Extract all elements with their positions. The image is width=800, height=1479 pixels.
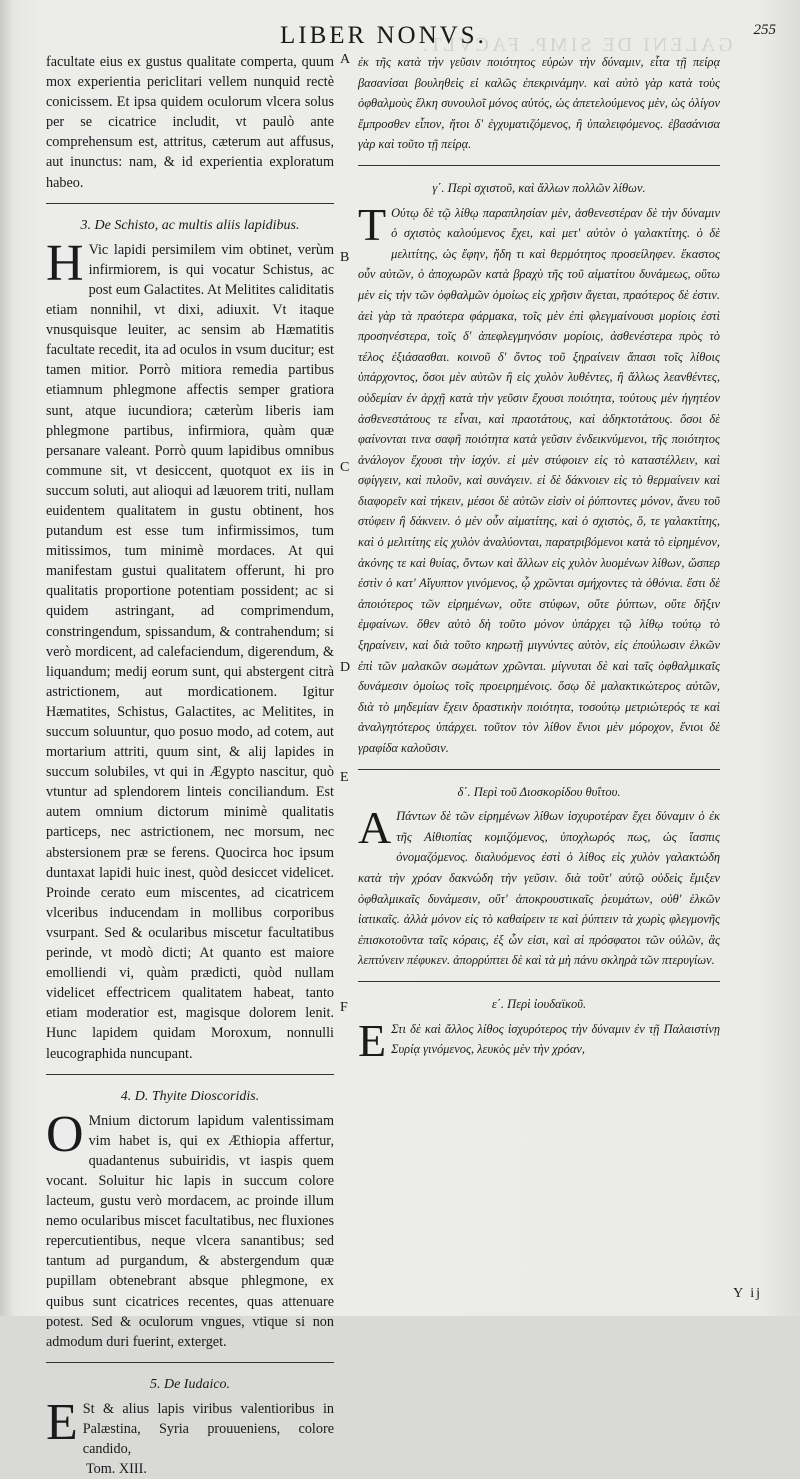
latin-section-4-heading: 4. D. Thyite Dioscoridis. — [120, 1088, 260, 1104]
tome-catchword: Tom. XIII. — [86, 1461, 147, 1478]
greek-intro: ἐκ τῆς κατὰ τὴν γεῦσιν ποιότητος εὑρὼν τὴν δύναμιν, εἶτα τῇ πείρᾳ βασανίσαι βουληθεὶς εἰ καλῶς ἐπεκρινάμην. καὶ αὐτὸ γὰρ κατὰ τοὺς ὀφθαλμοὺς ἕλκη συνουλοῖ μόνος αὐτός, ὡς ἀπετελούμενος μὲν, ὡς ὀλίγον ἔμπροσθεν εἶπον, ἤτοι δ' ἐγχυματιζόμενος, ἢ ὑπαλειφόμενος. ἐβασάνισα γὰρ καὶ τοῦτο τῇ πείρᾳ. — [358, 55, 720, 152]
greek-section-4-text — [358, 802, 720, 971]
latin-section-5-body: St & alius lapis viribus valentioribus in Palæstina, Syria prouueniens, colore candido, — [82, 1400, 334, 1458]
greek-section-5-body: Στι δὲ καὶ ἄλλος λίθος ἰσχυρότερος τὴν δύναμιν ἐν τῇ Παλαιστίνῃ Συρίᾳ γινόμενος, λευκὸς μὲν τὴν χρόαν, — [391, 1021, 720, 1057]
latin-section-4-text — [46, 1105, 334, 1352]
section-rule — [358, 769, 720, 770]
section-rule — [46, 1074, 334, 1075]
latin-section-4-body: Mnium dictorum lapidum valentissimam vim habet is, qui ex Æthiopia affertur, quadantenus subuiridis, vt iaspis quem vocant. Soluitur hic lapis in succum colore lacteum, gustu verò mordacem, ac proinde illum nemo ocularibus miscet facultatibus, nec fluxiones repercutientibus, neque vlcera sanantibus; sed tantum ad purgandum, & abstergendum quæ pupillam obtenebrant absque phlegmone, ex quibus sunt cicatrices recentes, quas attenuare potest. Sed & oculorum vngues, vtique si non admodum duri fuerint, exterget. — [46, 1112, 334, 1350]
greek-section-3-heading: γ΄. Περὶ σχιστοῦ, καὶ ἄλλων πολλῶν λίθων. — [432, 180, 646, 195]
margin-letter-c: C — [340, 460, 350, 475]
section-rule — [46, 203, 334, 204]
page-number: 255 — [753, 22, 776, 38]
latin-section-3-heading: 3. De Schisto, ac multis aliis lapidibus. — [80, 217, 300, 233]
signature-mark: Y ij — [733, 1286, 762, 1301]
margin-letter-a: A — [340, 52, 351, 67]
latin-section-4-initial: O — [46, 1105, 84, 1163]
margin-letter-f: F — [340, 1000, 348, 1015]
section-rule — [358, 981, 720, 982]
section-rule — [358, 165, 720, 166]
bleed-through-text: GALENI DE SIMP. FACVLT. — [420, 34, 733, 56]
greek-section-5-heading: ε΄. Περὶ ἰουδαϊκοῦ. — [491, 996, 587, 1011]
margin-letter-d: D — [340, 660, 351, 675]
margin-letter-b: B — [340, 250, 350, 265]
greek-section-4-initial: Α — [358, 802, 392, 854]
greek-section-3-body: Ούτῳ δὲ τῷ λίθῳ παραπλησίαν μὲν, ἀσθενεστέραν δὲ τὴν δύναμιν ὁ σχιστὸς καλούμενος ἔχει, καὶ μετ' αὐτὸν ὁ γαλακτίτης. ὁ δὲ μελιτίτης, ὡς ἔφην, ἤδη τι καὶ θερμότητος προσείληφεν. ἕκαστος οὖν αὐτῶν, ὁ ἀποχωρῶν κατὰ βραχὺ τῆς τοῦ αἱματίτου δυνάμεως, οὕτω μὲν εἰς τὴν τῶν ὀφθαλμῶν ὁμοίως εἰς χρῆσιν ἄγεται, πραότερος δὲ ἐστιν. ἀεὶ γὰρ τὰ πραότερα φάρμακα, τοῖς μὲν ἐπὶ φλεγμαίνουσι μορίοις ἐστὶ προσηνέστερα, τοῖς δ' ἀπεφλεγμηνόσιν μορίοις, ἀσθενέστερα πρὸς τὸ τέλος ἐξιάσασθαι. κοινοῦ δ' ὄντος τοῦ ξηραίνειν ἅπασι τοῖς λίθοις ὑπάρχοντος, ὅσοι μὲν αὐτῶν ἢ εἰς χυλὸν λυθέντες, ἢ ἄλλως λεανθέντες, οὐδεμίαν ἐν ἀρχῇ κατὰ τὴν γεῦσιν ἔχουσι ποιότητα, τούτους μὲν ἡγητέον ἀσθενεστάτους τε εἶναι, καὶ πραοτάτους, καὶ ἀδηκτοτάτους. ὅσοι δὲ φαίνονται τινα σαφῆ ποιότητα κατὰ γεῦσιν ἐνδεικνύμενοι, τῆς ποιότητος ἀνάλογον ἔχουσι τὴν ἰσχύν. εἰ μὲν στύφοιεν εἰς τὸ καταστέλλειν, καὶ σφίγγειν, καὶ πιλοῦν, καὶ συνάγειν. εἰ δὲ δάκνοιεν εἰς τὸ θερμαίνειν καὶ διαφορεῖν καὶ τήκειν, μέσοι δὲ αὐτῶν εἰσὶν οἱ ῥύπτοντες μόνον, ἄνευ τοῦ στύφειν ἢ δάκνειν. ὁ μὲν οὖν αἱματίτης, καὶ ὁ σχιστὸς, ὅ, τε γαλακτίτης, καὶ ὁ μελιτίτης εἰς χυλὸν ἀναλύονται, παρατριβόμενοι κατὰ τὸ εἰρημένον, ἀκόνης τε καὶ θυίας, ὄντων καὶ ἄλλων εἰς χυλὸν λυομένων λίθων, ὥσπερ ἐστὶν ὁ κατ' Αἴγυπτον γινόμενος, ᾧ χρῶνται σμήχοντες τὰ ὀθόνια. ἔστι δὲ ἀποιότερος τῶν εἰρημένων, οὔτε στύφων, οὔτε ῥύπτων, οὔτε δῆξιν ἐμφαίνων. ὅθεν αὐτὸ δὴ τοῦτο μόνον ὑπάρχει τῷ λίθῳ τούτῳ τὸ ξηραίνειν, καὶ διὰ τοῦτο κηρωτῇ μιγνύντες αὐτὸν, εἰς ἐπούλωσιν ἑλκῶν ἐπὶ τῶν μαλακῶν σωμάτων χρῶνται. μίγνυται δὲ καὶ ταῖς ὀφθαλμικαῖς δυνάμεσιν ὁμοίως τοῖς προειρημένοις. ὅσῳ δὲ μαλακτικώτερος αὐτῶν, διὰ τὸ μηδεμίαν ἔχειν δραστικὴν ποιότητα, τοσούτῳ μετριώτερός τε καὶ ἀναλγητότερος ὑπάρχει. τοῦτον τὸν λίθον ἔνιοι μὲν μόροχον, ἔνιοι δὲ γραφίδα καλοῦσιν. — [358, 205, 720, 755]
margin-letter-e: E — [340, 770, 349, 785]
greek-section-3-initial: Τ — [358, 198, 387, 250]
section-rule — [46, 1362, 334, 1363]
latin-intro: facultate eius ex gustus qualitate comperta, quum mox experientia periclitari vellem nunquid rectè conicissem. Et ipsa quidem oculorum vlcera solus per se cicatrice includit, vt paulò ante comprehensum est, attritus, cæterum aut affusus, aut inunctus: nam, & id experientia exploratum habeo. — [46, 54, 334, 191]
latin-section-3-body: Vic lapidi persimilem vim obtinet, verùm infirmiorem, is qui vocatur Schistus, ac post eum Galactites. At Melitites caliditatis etiam nonnihil, vt dixi, adiuxit. Vt itaque vnusquisque leuiter, ac sensim ab Hæmatitis facultate recedit, ita ad oculos in vsum ducitur; est tamen mitior. Porrò mitiora remedia partibus etiamnum phlegmone affectis semper gratiora sunt, atque iucundiora; cæterùm liberis iam phlegmone partibus, infirmiora, quàm quæ persanare valeant. Porrò quum lapidibus omnibus commune sit, vt desiccent, quotquot ex iis in succum soluti, aut alioqui ad læuorem triti, nullam euidentem qualitatem in gustu obtinent, hos putandum est esse tum infirmissimos, tum mitissimos, tum minimè mordaces. At qui manifestam gustui qualitatem offerunt, hi pro qualitatis proportione potentiam possident; ac si quidem astringant, ad comprimendum, constringendum, spissandum, & contrahendum; si verò mordicent, ad calefaciendum, digerendum, & liquandum; medij eorum sunt, qui abstergent citrà astrictionem, aut mordicationem. Igitur Hæmatites, Schistus, Galactites, ac Melitites, in succum soluuntur, quo posuo modo, ad cotem, aut mortarium attriti, quum sint, & alij lapides in succum solubiles, vt qui in Ægypto nascitur, quò vtuntur ad splendorem linteis conciliandum. Est autem omnium dictorum minimè qualitatis particeps, nec astrictionem, nec morsum, nec abstersionem præ se ferens. Quocirca hoc ipsum duntaxat lapidi huic inest, quòd desiccet videlicet. Proinde cerato eum miscentes, ad cicatricem vlceribus inducendam in mollibus corporibus vsurpant. Sed & ocularibus miscetur facultatibus perinde, vt modò dicti; At quanto est maiore emolliendi vi, quàm prædicti, quòd nullam videlicet effectricem qualitatem habeat, tanto etiam moderatior est, magisque dolorem lenit. Hunc lapidem quidam Moroxum, nonnulli leucographida nuncupant. — [46, 241, 334, 1062]
greek-section-5-text — [358, 1014, 720, 1066]
latin-section-5-text — [46, 1393, 334, 1459]
latin-section-3-text — [46, 234, 334, 1064]
running-title: LIBER NONVS. — [280, 22, 487, 49]
greek-section-5-initial: Ε — [358, 1014, 387, 1066]
greek-section-4-body: Πάντων δὲ τῶν εἰρημένων λίθων ἰσχυροτέραν ἔχει δύναμιν ὁ ἐκ τῆς Αἰθιοπίας κομιζόμενος, ὑποχλωρός πως, ὡς ἴασπις ὀνομαζόμενος. διαλυόμενος ἐστὶ ὁ λίθος εἰς χυλὸν γαλακτώδη κατὰ τὴν χρόαν δακνώδη τὴν γεῦσιν. διὰ τοῦτ' αὐτῷ οὐδεὶς ἔμιξεν ὀφθαλμικαῖς δυνάμεσιν, οὔτ' ἀποκρουστικαῖς ῥευμάτων, οὐθ' ἑλκῶν ἰατικαῖς. ἀλλὰ μόνον εἰς τὸ καθαίρειν τε καὶ ῥύπτειν τὰ χωρὶς φλεγμονῆς ἐπισκοτοῦντα ταῖς κόραις, ἐξ ὧν εἰσι, καὶ αἱ πρόσφατοι τῶν οὐλῶν, ἃς λεπτύνειν πέφυκεν. ἀπορρύπτει δὲ καὶ τὰ μὴ πάνυ σκληρὰ τῶν πτερυγίων. — [358, 809, 720, 968]
latin-section-5-heading: 5. De Iudaico. — [149, 1376, 231, 1392]
latin-section-5-initial: E — [46, 1393, 78, 1451]
greek-section-4-heading: δ΄. Περὶ τοῦ Διοσκορίδου θυΐτου. — [457, 784, 621, 799]
latin-section-3-initial: H — [46, 234, 84, 292]
latin-column — [46, 52, 334, 1479]
greek-section-3-text — [358, 198, 720, 759]
greek-column — [358, 52, 720, 1066]
